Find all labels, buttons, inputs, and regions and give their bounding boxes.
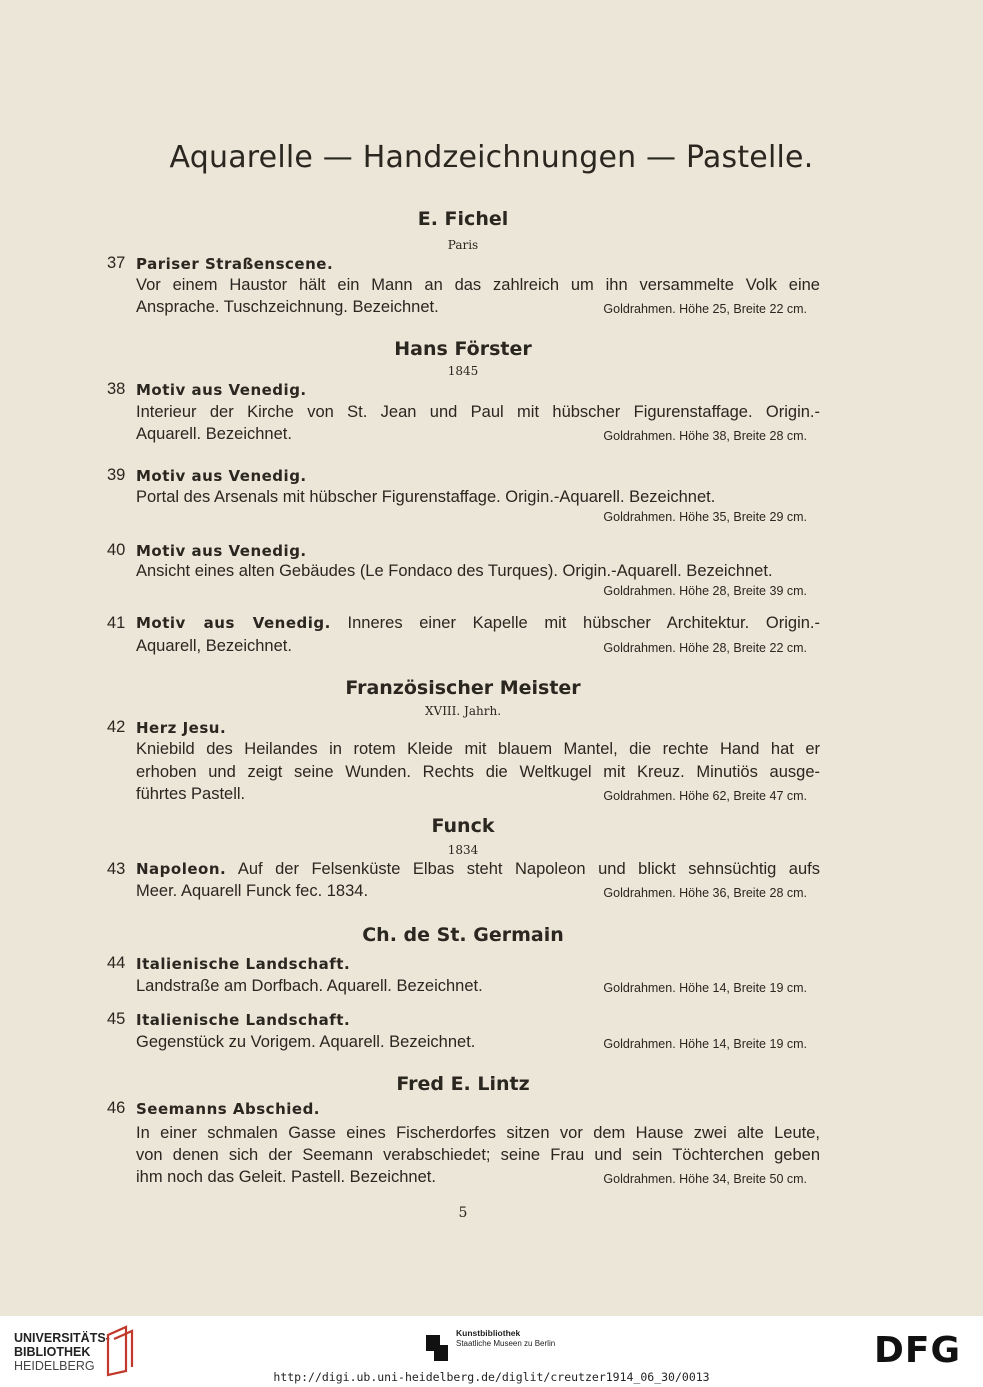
lot-frame-dimensions: Goldrahmen. Höhe 28, Breite 22 cm. (603, 641, 807, 655)
kunstbibliothek-logo-icon (426, 1335, 448, 1361)
lot-frame-dimensions: Goldrahmen. Höhe 36, Breite 28 cm. (603, 886, 807, 900)
artist-origin: Paris (447, 238, 479, 252)
lot-frame-dimensions: Goldrahmen. Höhe 38, Breite 28 cm. (603, 429, 807, 443)
lot-description-line: Portal des Arsenals mit hübscher Figurenstaffage. Origin.-Aquarell. Bezeichnet. (136, 488, 716, 506)
lot-title: Herz Jesu. (136, 719, 227, 737)
artist-heading: Französischer Meister (345, 677, 581, 699)
lot-number: 38 (107, 380, 126, 398)
lot-number: 39 (107, 466, 126, 484)
lot-title: Italienische Landschaft. (136, 1011, 351, 1029)
lot-title: Motiv aus Venedig. (136, 614, 331, 632)
artist-heading: Fred E. Lintz (396, 1073, 530, 1095)
lot-title: Motiv aus Venedig. (136, 467, 307, 485)
lot-description-line: Ansprache. Tuschzeichnung. Bezeichnet. (136, 298, 439, 316)
lot-title: Motiv aus Venedig. (136, 542, 307, 560)
source-url-link[interactable]: http://digi.ub.uni-heidelberg.de/diglit/creutzer1914_06_30/0013 (273, 1370, 710, 1384)
lot-title: Pariser Straßenscene. (136, 255, 334, 273)
lot-description-line: führtes Pastell. (136, 785, 246, 803)
artist-birth-year: 1845 (447, 364, 479, 378)
lot-frame-dimensions: Goldrahmen. Höhe 35, Breite 29 cm. (603, 510, 807, 524)
lot-number: 44 (107, 954, 126, 972)
lot-description-line: Ansicht eines alten Gebäudes (Le Fondaco des Turques). Origin.-Aquarell. Bezeichnet. (136, 562, 773, 580)
lot-description-line: Interieur der Kirche von St. Jean und Paul mit hübscher Figurenstaffage. Origin.- (136, 403, 820, 421)
lot-frame-dimensions: Goldrahmen. Höhe 14, Breite 19 cm. (603, 1037, 807, 1051)
artist-period: XVIII. Jahrh. (424, 704, 502, 718)
lot-frame-dimensions: Goldrahmen. Höhe 62, Breite 47 cm. (603, 789, 807, 803)
lot-description-line: ihm noch das Geleit. Pastell. Bezeichnet. (136, 1168, 436, 1186)
lot-description-line: Kniebild des Heilandes in rotem Kleide mit blauem Mantel, die rechte Hand hat er (136, 740, 820, 758)
page-title: Aquarelle — Handzeichnungen — Pastelle. (169, 140, 814, 175)
artist-heading: Hans Förster (394, 338, 532, 360)
dfg-logo[interactable]: DFG (874, 1330, 962, 1371)
kunstbibliothek-name: Kunstbibliothek (456, 1328, 521, 1338)
kunstbibliothek-subtitle: Staatliche Museen zu Berlin (456, 1339, 556, 1348)
lot-number: 41 (107, 614, 126, 632)
page-number: 5 (458, 1205, 468, 1221)
lot-description-line: Aquarell, Bezeichnet. (136, 637, 292, 655)
kunstbibliothek-credit (456, 1328, 555, 1349)
lot-description-line: Auf der Felsenküste Elbas steht Napoleon und blickt sehnsüchtig aufs (237, 860, 820, 878)
lot-frame-dimensions: Goldrahmen. Höhe 28, Breite 39 cm. (603, 584, 807, 598)
lot-description-line: Landstraße am Dorfbach. Aquarell. Bezeichnet. (136, 977, 483, 995)
lot-first-line (136, 614, 820, 633)
lot-description-line: von denen sich der Seemann verabschiedet; seine Frau und sein Töchterchen geben (136, 1146, 820, 1164)
library-logo-line: BIBLIOTHEK (14, 1345, 91, 1359)
lot-number: 43 (107, 860, 126, 878)
lot-title: Napoleon. (136, 860, 227, 878)
lot-number: 42 (107, 718, 126, 736)
lot-title: Motiv aus Venedig. (136, 381, 307, 399)
lot-description-line: Vor einem Haustor hält ein Mann an das zahlreich um ihn versammelte Volk eine (136, 276, 820, 294)
lot-number: 40 (107, 541, 126, 559)
lot-description-line: erhoben und zeigt seine Wunden. Rechts die Weltkugel mit Kreuz. Minutiös ausge- (136, 763, 820, 781)
lot-description-line: Gegenstück zu Vorigem. Aquarell. Bezeichnet. (136, 1033, 476, 1051)
artist-heading: Ch. de St. Germain (362, 924, 564, 946)
artist-heading: Funck (431, 815, 495, 837)
lot-description-line: Aquarell. Bezeichnet. (136, 425, 292, 443)
lot-description-line: Inneres einer Kapelle mit hübscher Architektur. Origin.- (347, 614, 821, 632)
lot-number: 37 (107, 254, 126, 272)
library-logo-line: HEIDELBERG (14, 1359, 95, 1373)
lot-frame-dimensions: Goldrahmen. Höhe 14, Breite 19 cm. (603, 981, 807, 995)
artist-year: 1834 (447, 843, 479, 857)
lot-number: 45 (107, 1010, 126, 1028)
lot-title: Italienische Landschaft. (136, 955, 351, 973)
university-library-logo[interactable] (14, 1331, 110, 1373)
lot-frame-dimensions: Goldrahmen. Höhe 34, Breite 50 cm. (603, 1172, 807, 1186)
lot-description-line: Meer. Aquarell Funck fec. 1834. (136, 882, 369, 900)
lot-description-line: In einer schmalen Gasse eines Fischerdorfes sitzen vor dem Hause zwei alte Leute, (136, 1124, 820, 1142)
artist-heading: E. Fichel (417, 208, 509, 230)
lot-number: 46 (107, 1099, 126, 1117)
library-logo-line: UNIVERSITÄTS- (14, 1331, 110, 1345)
library-emblem-icon (100, 1323, 138, 1377)
lot-first-line (136, 860, 820, 879)
lot-title: Seemanns Abschied. (136, 1100, 321, 1118)
lot-frame-dimensions: Goldrahmen. Höhe 25, Breite 22 cm. (603, 302, 807, 316)
